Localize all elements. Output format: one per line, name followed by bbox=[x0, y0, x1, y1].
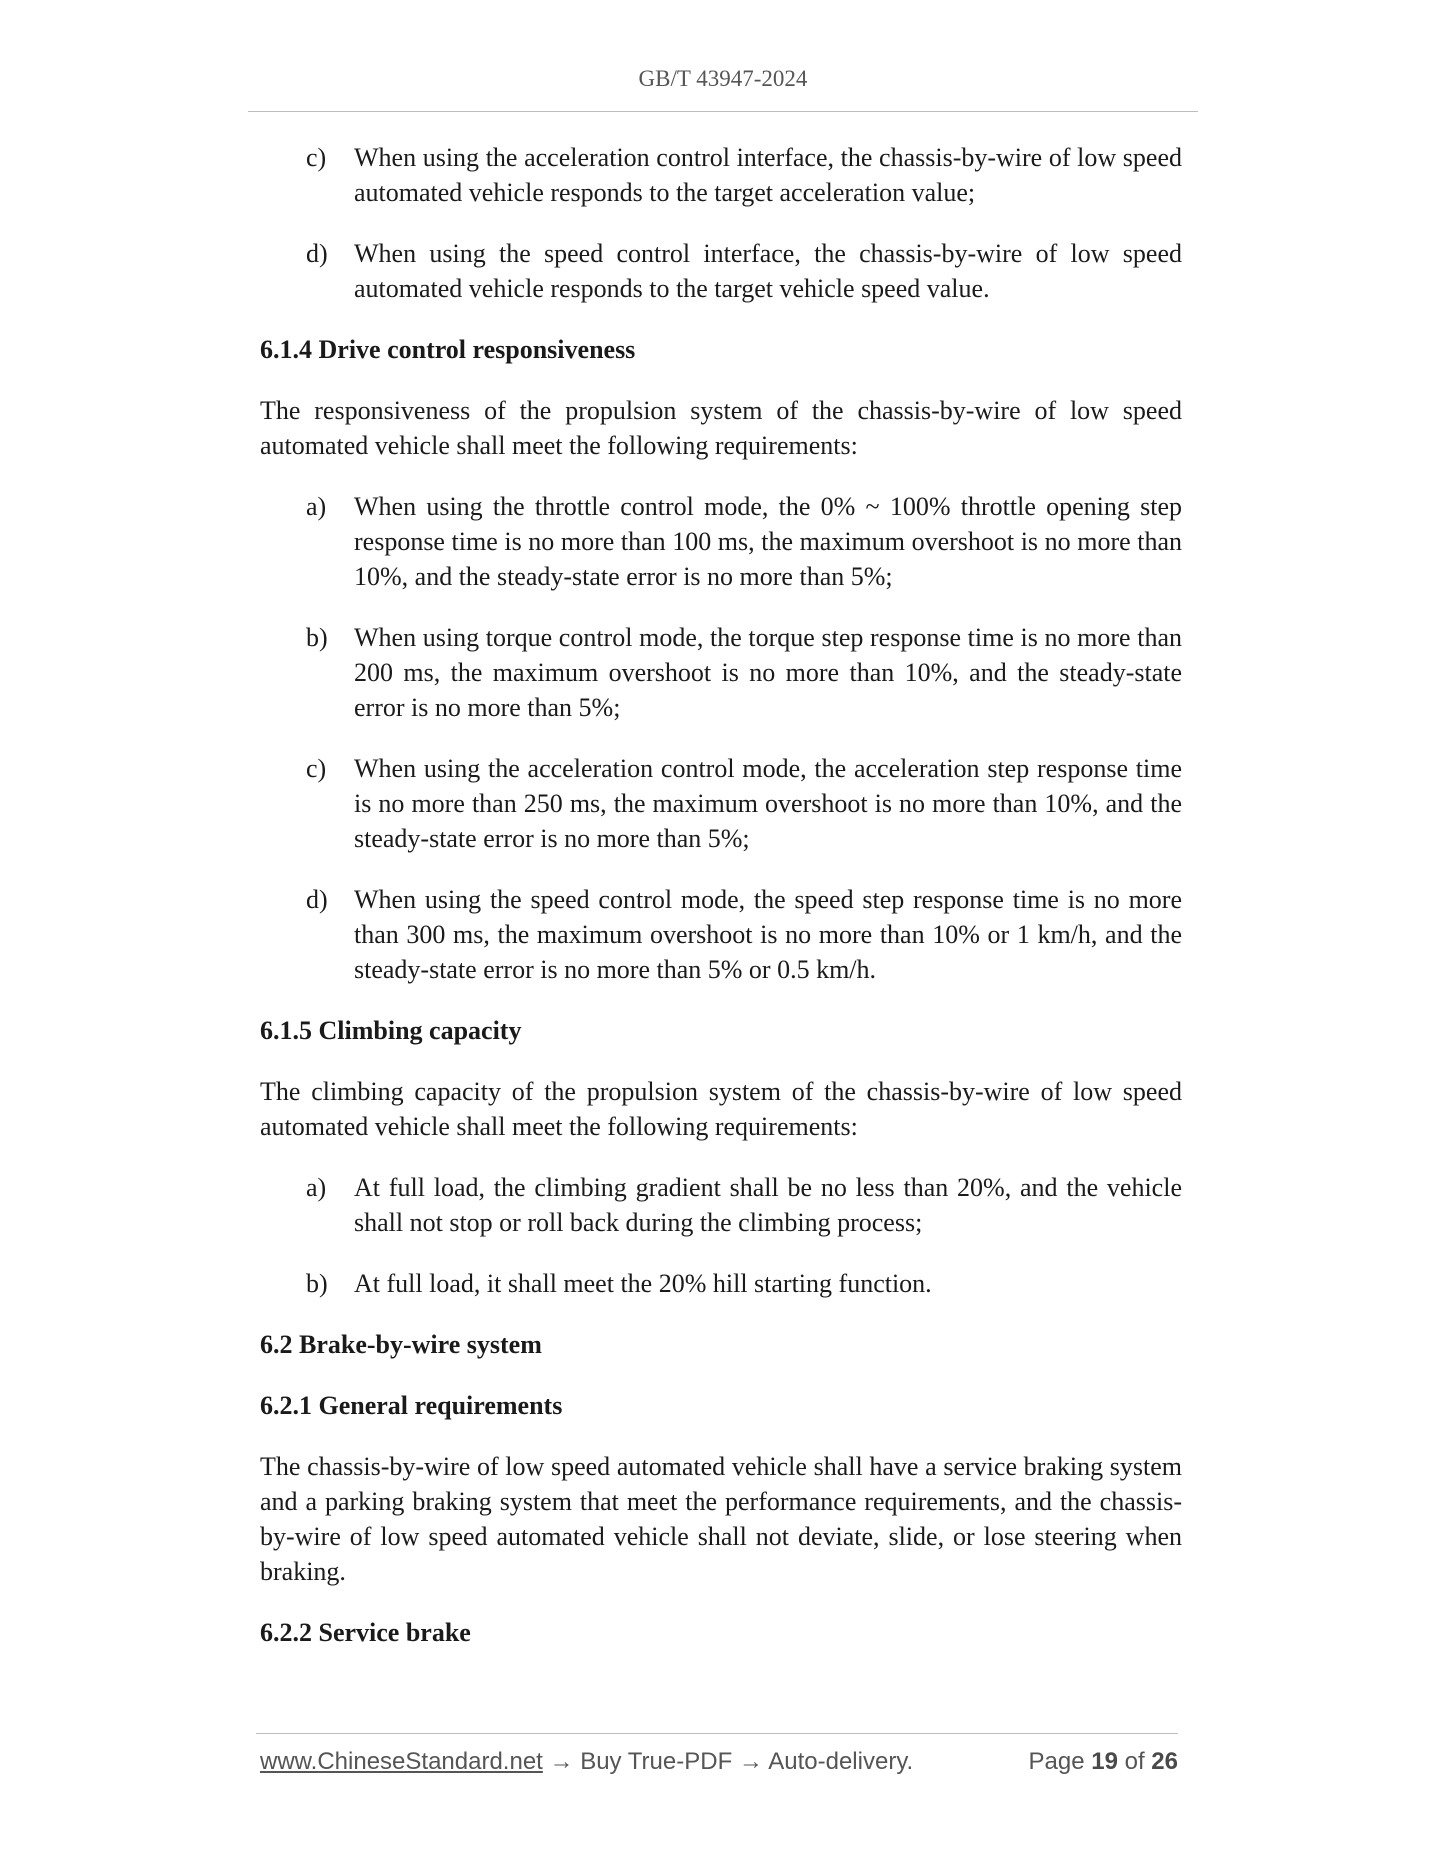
document-code-header: GB/T 43947-2024 bbox=[638, 66, 808, 91]
current-page-number: 19 bbox=[1091, 1748, 1118, 1775]
header-divider bbox=[248, 111, 1198, 112]
list-marker: b) bbox=[306, 623, 328, 652]
website-link[interactable]: www.ChineseStandard.net bbox=[260, 1748, 543, 1775]
list-item-text: When using the acceleration control interface, the chassis-by-wire of low speed automated vehicle responds to the target acceleration value; bbox=[354, 143, 1182, 207]
list-marker: c) bbox=[306, 143, 327, 172]
section-heading-6-2-2: 6.2.2 Service brake bbox=[260, 1618, 471, 1647]
of-label: of bbox=[1124, 1748, 1145, 1775]
list-item-text: When using the speed control mode, the speed step response time is no more than 300 ms, the maximum overshoot is no more than 10% or 1 km/h, and the steady-state error is no more than 5% or 0.5 km/h. bbox=[354, 885, 1182, 984]
section-heading-6-2: 6.2 Brake-by-wire system bbox=[260, 1330, 542, 1359]
arrow-icon: → bbox=[542, 1748, 581, 1775]
list-marker: d) bbox=[306, 239, 328, 268]
list-item bbox=[260, 620, 1182, 725]
page-content bbox=[260, 140, 1182, 1676]
auto-delivery-text: Auto-delivery. bbox=[768, 1748, 914, 1775]
footer-divider bbox=[256, 1733, 1178, 1734]
list-item-text: When using the throttle control mode, the 0% ~ 100% throttle opening step response time is no more than 100 ms, the maximum overshoot is no more than 10%, and the steady-state error is no more than 5%; bbox=[354, 492, 1182, 591]
list-item-text: When using the acceleration control mode, the acceleration step response time is no more than 250 ms, the maximum overshoot is no more than 10%, and the steady-state error is no more than 5%; bbox=[354, 754, 1182, 853]
list-marker: a) bbox=[306, 1173, 327, 1202]
section-heading-6-1-4: 6.1.4 Drive control responsiveness bbox=[260, 335, 636, 364]
list-item-text: When using the speed control interface, the chassis-by-wire of low speed automated vehicle responds to the target vehicle speed value. bbox=[354, 239, 1182, 303]
section-intro-paragraph: The responsiveness of the propulsion system of the chassis-by-wire of low speed automated vehicle shall meet the following requirements: bbox=[260, 396, 1182, 460]
list-item bbox=[260, 751, 1182, 856]
list-item-text: When using torque control mode, the torque step response time is no more than 200 ms, the maximum overshoot is no more than 10%, and the steady-state error is no more than 5%; bbox=[354, 623, 1182, 722]
list-item bbox=[260, 1266, 1182, 1301]
list-marker: a) bbox=[306, 492, 327, 521]
list-item bbox=[260, 1170, 1182, 1240]
list-marker: b) bbox=[306, 1269, 328, 1298]
list-item bbox=[260, 882, 1182, 987]
footer-promo bbox=[260, 1748, 913, 1776]
list-item bbox=[260, 236, 1182, 306]
section-paragraph: The chassis-by-wire of low speed automated vehicle shall have a service braking system and a parking braking system that meet the performance requirements, and the chassis-by-wire of low speed automated vehicle shall not deviate, slide, or lose steering when braking. bbox=[260, 1452, 1182, 1586]
list-marker: c) bbox=[306, 754, 327, 783]
page-counter bbox=[1029, 1748, 1179, 1776]
section-heading-6-2-1: 6.2.1 General requirements bbox=[260, 1391, 563, 1420]
list-item bbox=[260, 489, 1182, 594]
arrow-icon: → bbox=[732, 1748, 769, 1775]
list-marker: d) bbox=[306, 885, 328, 914]
section-intro-paragraph: The climbing capacity of the propulsion system of the chassis-by-wire of low speed automated vehicle shall meet the following requirements: bbox=[260, 1077, 1182, 1141]
page-footer bbox=[260, 1748, 1178, 1776]
total-page-number: 26 bbox=[1151, 1748, 1178, 1775]
list-item-text: At full load, the climbing gradient shall be no less than 20%, and the vehicle shall not stop or roll back during the climbing process; bbox=[354, 1173, 1182, 1237]
section-heading-6-1-5: 6.1.5 Climbing capacity bbox=[260, 1016, 522, 1045]
list-item-text: At full load, it shall meet the 20% hill starting function. bbox=[354, 1269, 932, 1298]
buy-pdf-text: Buy True-PDF bbox=[580, 1748, 733, 1775]
list-item bbox=[260, 140, 1182, 210]
page-label: Page bbox=[1028, 1748, 1085, 1775]
